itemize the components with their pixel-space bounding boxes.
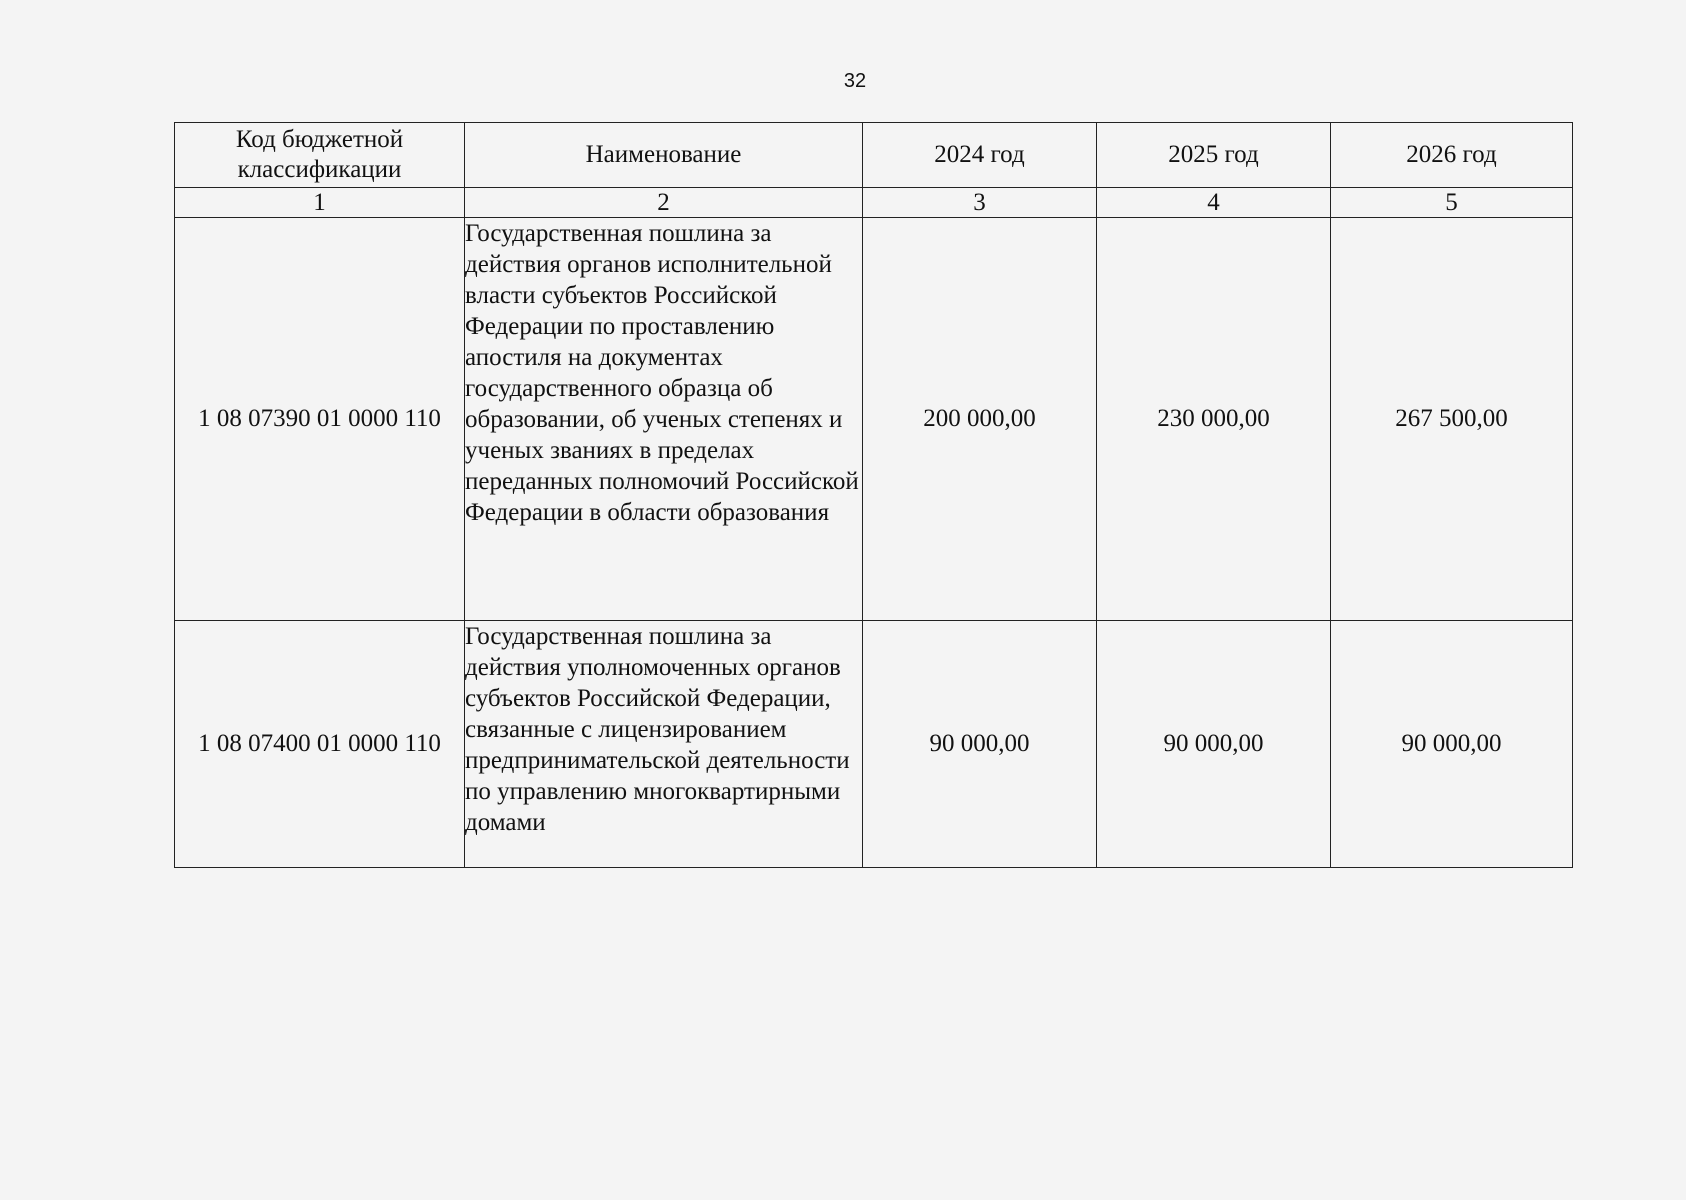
- value-2026: 267 500,00: [1331, 218, 1573, 621]
- value-2024: 90 000,00: [863, 621, 1097, 868]
- table-header-row: [175, 123, 1573, 188]
- header-2026: 2026 год: [1331, 123, 1573, 188]
- column-number: 4: [1097, 188, 1331, 218]
- column-number-row: [175, 188, 1573, 218]
- table-row: [175, 218, 1573, 621]
- value-2025: 90 000,00: [1097, 621, 1331, 868]
- value-2026: 90 000,00: [1331, 621, 1573, 868]
- column-number: 3: [863, 188, 1097, 218]
- item-name: Государственная пошлина за действия уполномоченных органов субъектов Российской Федерации, связанные с лицензированием предпринимательской деятельности по управлению многоквартирными домами: [465, 621, 863, 868]
- page-number: 32: [843, 70, 867, 92]
- table-row: [175, 621, 1573, 868]
- item-name: Государственная пошлина за действия органов исполнительной власти субъектов Российской Федерации по проставлению апостиля на документах государственного образца об образовании, об ученых степенях и ученых званиях в пределах переданных полномочий Российской Федерации в области образования: [465, 218, 863, 621]
- column-number: 5: [1331, 188, 1573, 218]
- header-2024: 2024 год: [863, 123, 1097, 188]
- value-2025: 230 000,00: [1097, 218, 1331, 621]
- value-2024: 200 000,00: [863, 218, 1097, 621]
- budget-code: 1 08 07400 01 0000 110: [175, 621, 465, 868]
- header-name: Наименование: [465, 123, 863, 188]
- budget-code: 1 08 07390 01 0000 110: [175, 218, 465, 621]
- column-number: 2: [465, 188, 863, 218]
- column-number: 1: [175, 188, 465, 218]
- header-code: Код бюджетной классификации: [175, 123, 465, 188]
- budget-table: [174, 122, 1573, 868]
- header-2025: 2025 год: [1097, 123, 1331, 188]
